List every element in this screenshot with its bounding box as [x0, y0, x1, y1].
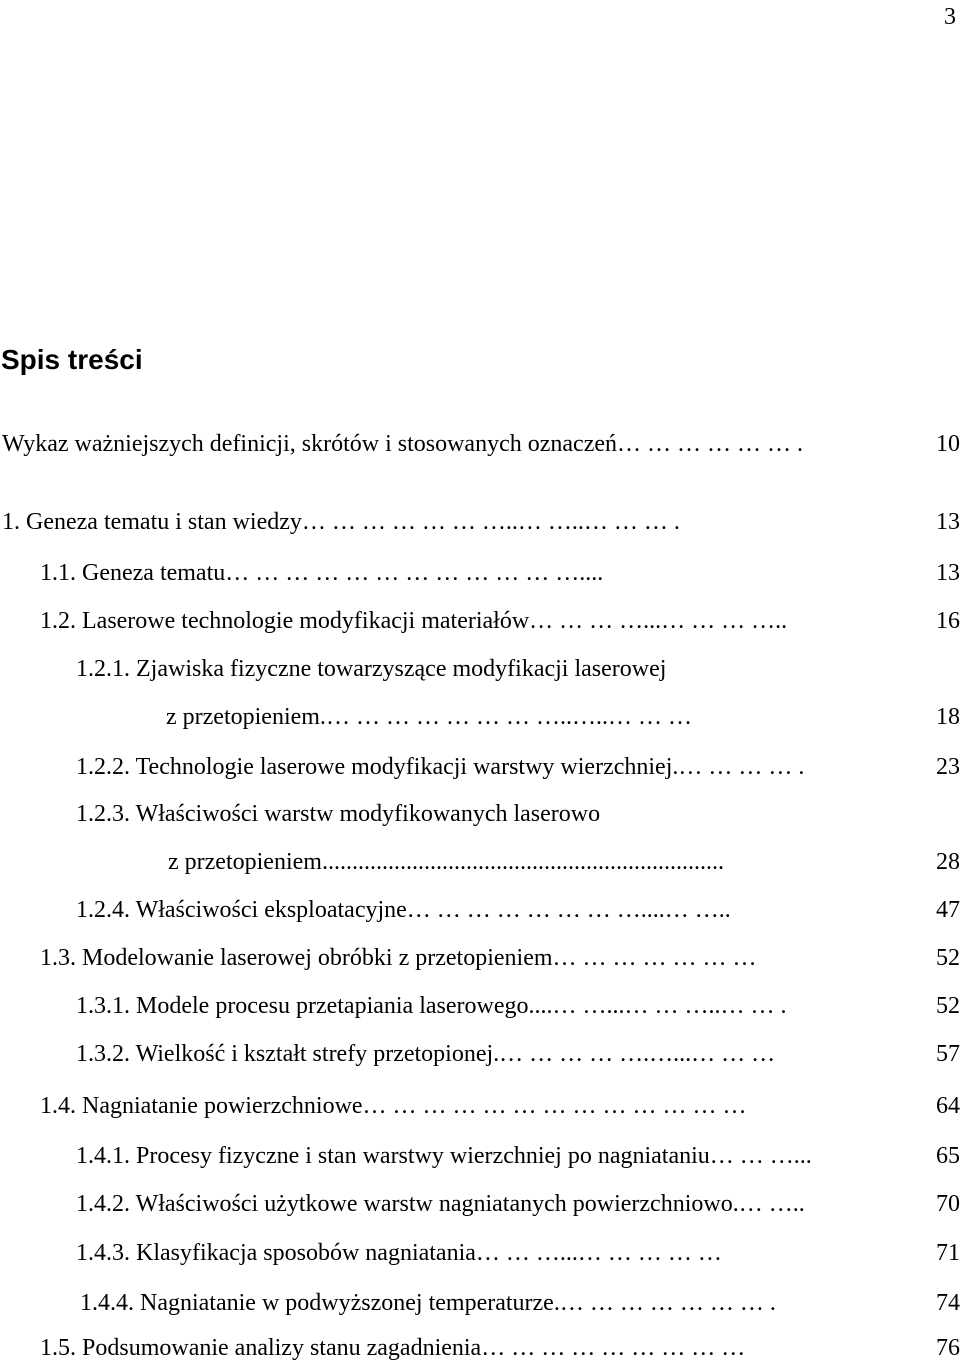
toc-entry-page: 23	[936, 754, 960, 780]
toc-leader: … … … … … … … … …	[481, 1335, 746, 1361]
toc-entry-title: 1.2.4. Właściwości eksploatacyjne	[76, 897, 407, 923]
toc-entry-title: 1.4.4. Nagniatanie w podwyższonej temperaturze	[80, 1290, 554, 1316]
toc-entry-title: 1.3.1. Modele procesu przetapiania laserowego	[76, 993, 529, 1019]
toc-leader: .… … … … ….…...… … …	[493, 1041, 776, 1067]
toc-entry[interactable]	[76, 1236, 960, 1270]
toc-entry[interactable]	[80, 1286, 960, 1320]
toc-entry-page: 64	[936, 1093, 960, 1119]
toc-entry-page: 47	[936, 897, 960, 923]
toc-entry-title: 1.2.1. Zjawiska fizyczne towarzyszące modyfikacji laserowej	[76, 656, 667, 682]
page-number: 3	[944, 4, 956, 30]
toc-entry[interactable]	[40, 604, 960, 638]
toc-entry[interactable]	[2, 505, 960, 539]
toc-entry[interactable]	[76, 750, 960, 784]
toc-leader: … … …...… … … … …	[475, 1240, 722, 1266]
toc-entry[interactable]	[76, 797, 960, 831]
toc-entry-title: 1.4. Nagniatanie powierzchniowe	[40, 1093, 363, 1119]
toc-leader: … … … … … … .	[617, 431, 803, 457]
toc-entry-title: 1.4.2. Właściwości użytkowe warstw nagniatanych powierzchniowo	[76, 1191, 733, 1217]
toc-entry-page: 65	[936, 1143, 960, 1169]
toc-entry-title: 1.4.3. Klasyfikacja sposobów nagniatania	[76, 1240, 476, 1266]
toc-entry[interactable]	[76, 1187, 960, 1221]
toc-entry-page: 74	[936, 1290, 960, 1316]
toc-entry-title: z przetopieniem.	[166, 704, 326, 730]
toc-entry-page: 57	[936, 1041, 960, 1067]
toc-entry-page: 76	[936, 1335, 960, 1361]
toc-leader: ....… …...… … …..… … .	[528, 993, 787, 1019]
toc-entry-page: 10	[936, 431, 960, 457]
toc-heading: Spis treści	[1, 344, 143, 375]
toc-entry-title: 1.3.2. Wielkość i kształt strefy przetopionej	[76, 1041, 494, 1067]
toc-leader: … … … … … … … …....… …..	[406, 897, 731, 923]
toc-leader: … … …...	[709, 1143, 812, 1169]
toc-entry[interactable]	[76, 1139, 960, 1173]
toc-entry-page: 70	[936, 1191, 960, 1217]
toc-entry-page: 52	[936, 945, 960, 971]
toc-entry[interactable]	[76, 652, 960, 686]
toc-entry-title: 1.2. Laserowe technologie modyfikacji materiałów	[40, 608, 530, 634]
toc-entry[interactable]	[40, 556, 960, 590]
toc-entry-page: 28	[936, 849, 960, 875]
toc-leader: ...................................................................	[321, 849, 724, 875]
toc-leader: … … … … … … … … … … … … …	[362, 1093, 747, 1119]
toc-entry-title: 1.5. Podsumowanie analizy stanu zagadnienia	[40, 1335, 482, 1361]
toc-entry-page: 13	[936, 509, 960, 535]
toc-entry-page: 16	[936, 608, 960, 634]
toc-entry-page: 13	[936, 560, 960, 586]
toc-leader: … … … … … … … …..…..… … …	[325, 704, 692, 730]
toc-leader: .… … … … … … … .	[553, 1290, 776, 1316]
toc-leader: … … … …...… … … …..	[529, 608, 788, 634]
toc-entry-title: 1. Geneza tematu i stan wiedzy	[2, 509, 302, 535]
toc-entry-title: 1.3. Modelowanie laserowej obróbki z przetopieniem	[40, 945, 553, 971]
toc-leader: … … … … … … … … … … … …....	[225, 560, 604, 586]
toc-entry[interactable]	[40, 941, 960, 975]
toc-entry-title: 1.2.3. Właściwości warstw modyfikowanych laserowo	[76, 801, 601, 827]
toc-leader: .… …..	[732, 1191, 805, 1217]
toc-entry[interactable]	[40, 1089, 960, 1123]
toc-leader: … … … … … … …	[552, 945, 757, 971]
toc-entry[interactable]	[76, 893, 960, 927]
toc-entry-page: 52	[936, 993, 960, 1019]
toc-entry-continuation[interactable]	[168, 845, 960, 879]
toc-entry[interactable]	[76, 1037, 960, 1071]
toc-entry-title: 1.2.2. Technologie laserowe modyfikacji warstwy wierzchniej	[76, 754, 673, 780]
toc-entry-title: z przetopieniem	[168, 849, 322, 875]
toc-entry-title: Wykaz ważniejszych definicji, skrótów i stosowanych oznaczeń	[2, 431, 617, 457]
toc-leader: … … … … … … …..… …..… … … .	[301, 509, 680, 535]
toc-entry[interactable]	[40, 1331, 960, 1365]
toc-entry-title: 1.4.1. Procesy fizyczne i stan warstwy wierzchniej po nagniataniu	[76, 1143, 710, 1169]
toc-entry-title: 1.1. Geneza tematu	[40, 560, 226, 586]
toc-entry[interactable]	[76, 989, 960, 1023]
toc-entry-page: 18	[936, 704, 960, 730]
toc-entry-page: 71	[936, 1240, 960, 1266]
toc-entry-continuation[interactable]	[166, 700, 960, 734]
toc-leader: .… … … … .	[672, 754, 805, 780]
toc-entry[interactable]	[2, 427, 960, 461]
